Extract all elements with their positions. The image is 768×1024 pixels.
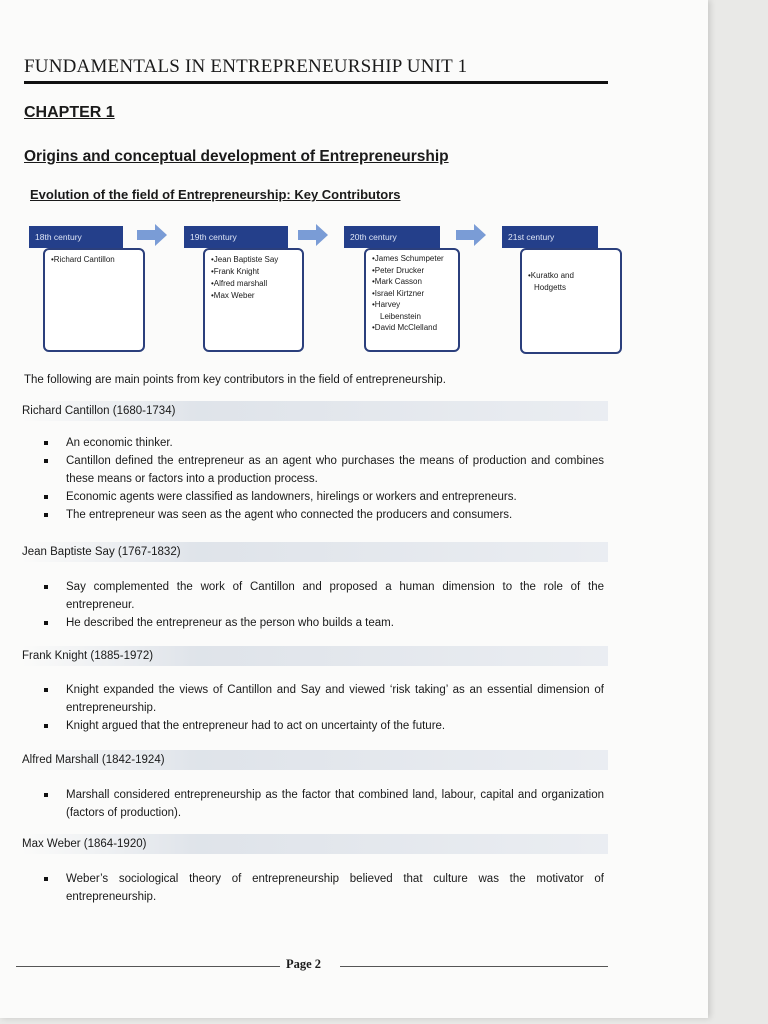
contributor-heading: Jean Baptiste Say (1767-1832) (22, 542, 608, 562)
bullet-list (44, 870, 604, 906)
chapter-title: CHAPTER 1 (24, 104, 115, 121)
list-item: He described the entrepreneur as the person who builds a team. (44, 614, 604, 632)
contributor-item: •Peter Drucker (372, 265, 425, 275)
list-item: Weber’s sociological theory of entrepreneurship believed that culture was the motivator of entrepreneurship. (44, 870, 604, 906)
arrow-right-icon (456, 224, 486, 246)
list-item: An economic thinker. (44, 434, 604, 452)
bullet-list (44, 578, 604, 632)
contributor-item: •James Schumpeter (372, 254, 444, 263)
contributor-item: •Frank Knight (211, 267, 260, 276)
contributor-item: •Israel Kirtzner (372, 288, 425, 298)
section-heading: Origins and conceptual development of Entrepreneurship (24, 148, 449, 165)
bullet-list (44, 434, 604, 524)
footer-rule-left (16, 966, 280, 967)
contributor-item: •Mark Casson (372, 277, 422, 286)
subsection-heading: Evolution of the field of Entrepreneurship: Key Contributors (30, 187, 401, 202)
stage-box (43, 248, 145, 352)
list-item: Knight expanded the views of Cantillon and Say and viewed ‘risk taking’ as an essential dimension of entrepreneurship. (44, 681, 604, 717)
list-item: Marshall considered entrepreneurship as the factor that combined land, labour, capital and organization (factors of production). (44, 786, 604, 822)
bullet-list (44, 786, 604, 822)
arrow-right-icon (298, 224, 328, 246)
header-rule (24, 81, 608, 84)
contributor-item: •Kuratko and (528, 271, 574, 280)
contributor-heading: Alfred Marshall (1842-1924) (22, 750, 608, 770)
arrow-right-icon (137, 224, 167, 246)
contributor-item: •Richard Cantillon (51, 255, 115, 264)
contributor-heading: Frank Knight (1885-1972) (22, 646, 608, 666)
contributor-heading: Richard Cantillon (1680-1734) (22, 401, 608, 421)
list-item: Economic agents were classified as landowners, hirelings or workers and entrepreneurs. (44, 488, 604, 506)
unit-header-title: FUNDAMENTALS IN ENTREPRENEURSHIP UNIT 1 (24, 56, 468, 77)
stage-box (364, 248, 460, 352)
list-item: Knight argued that the entrepreneur had to act on uncertainty of the future. (44, 717, 604, 735)
contributor-item: •Alfred marshall (211, 279, 268, 288)
contributor-item: •Max Weber (211, 291, 255, 300)
stage-label: 19th century (184, 226, 288, 248)
list-item: Say complemented the work of Cantillon and proposed a human dimension to the role of the entrepreneur. (44, 578, 604, 614)
page-number: Page 2 (286, 957, 322, 971)
stage-label: 20th century (344, 226, 440, 248)
stage-label: 18th century (29, 226, 123, 248)
bullet-list (44, 681, 604, 735)
list-item: The entrepreneur was seen as the agent who connected the producers and consumers. (44, 506, 604, 524)
contributor-item: •Harvey (372, 300, 401, 309)
list-item: Cantillon defined the entrepreneur as an agent who purchases the means of production and combines these means or factors into a production process. (44, 452, 604, 488)
stage-label: 21st century (502, 226, 598, 248)
contributor-item: •David McClelland (372, 323, 438, 332)
stage-box (520, 248, 622, 354)
contributor-heading: Max Weber (1864-1920) (22, 834, 608, 854)
footer-rule-right (340, 966, 608, 967)
intro-paragraph: The following are main points from key contributors in the field of entrepreneurship. (24, 374, 446, 386)
contributor-item: •Jean Baptiste Say (211, 255, 279, 264)
contributor-item: Leibenstein (380, 311, 421, 321)
contributor-item: Hodgetts (534, 283, 567, 292)
stage-box (203, 248, 304, 352)
